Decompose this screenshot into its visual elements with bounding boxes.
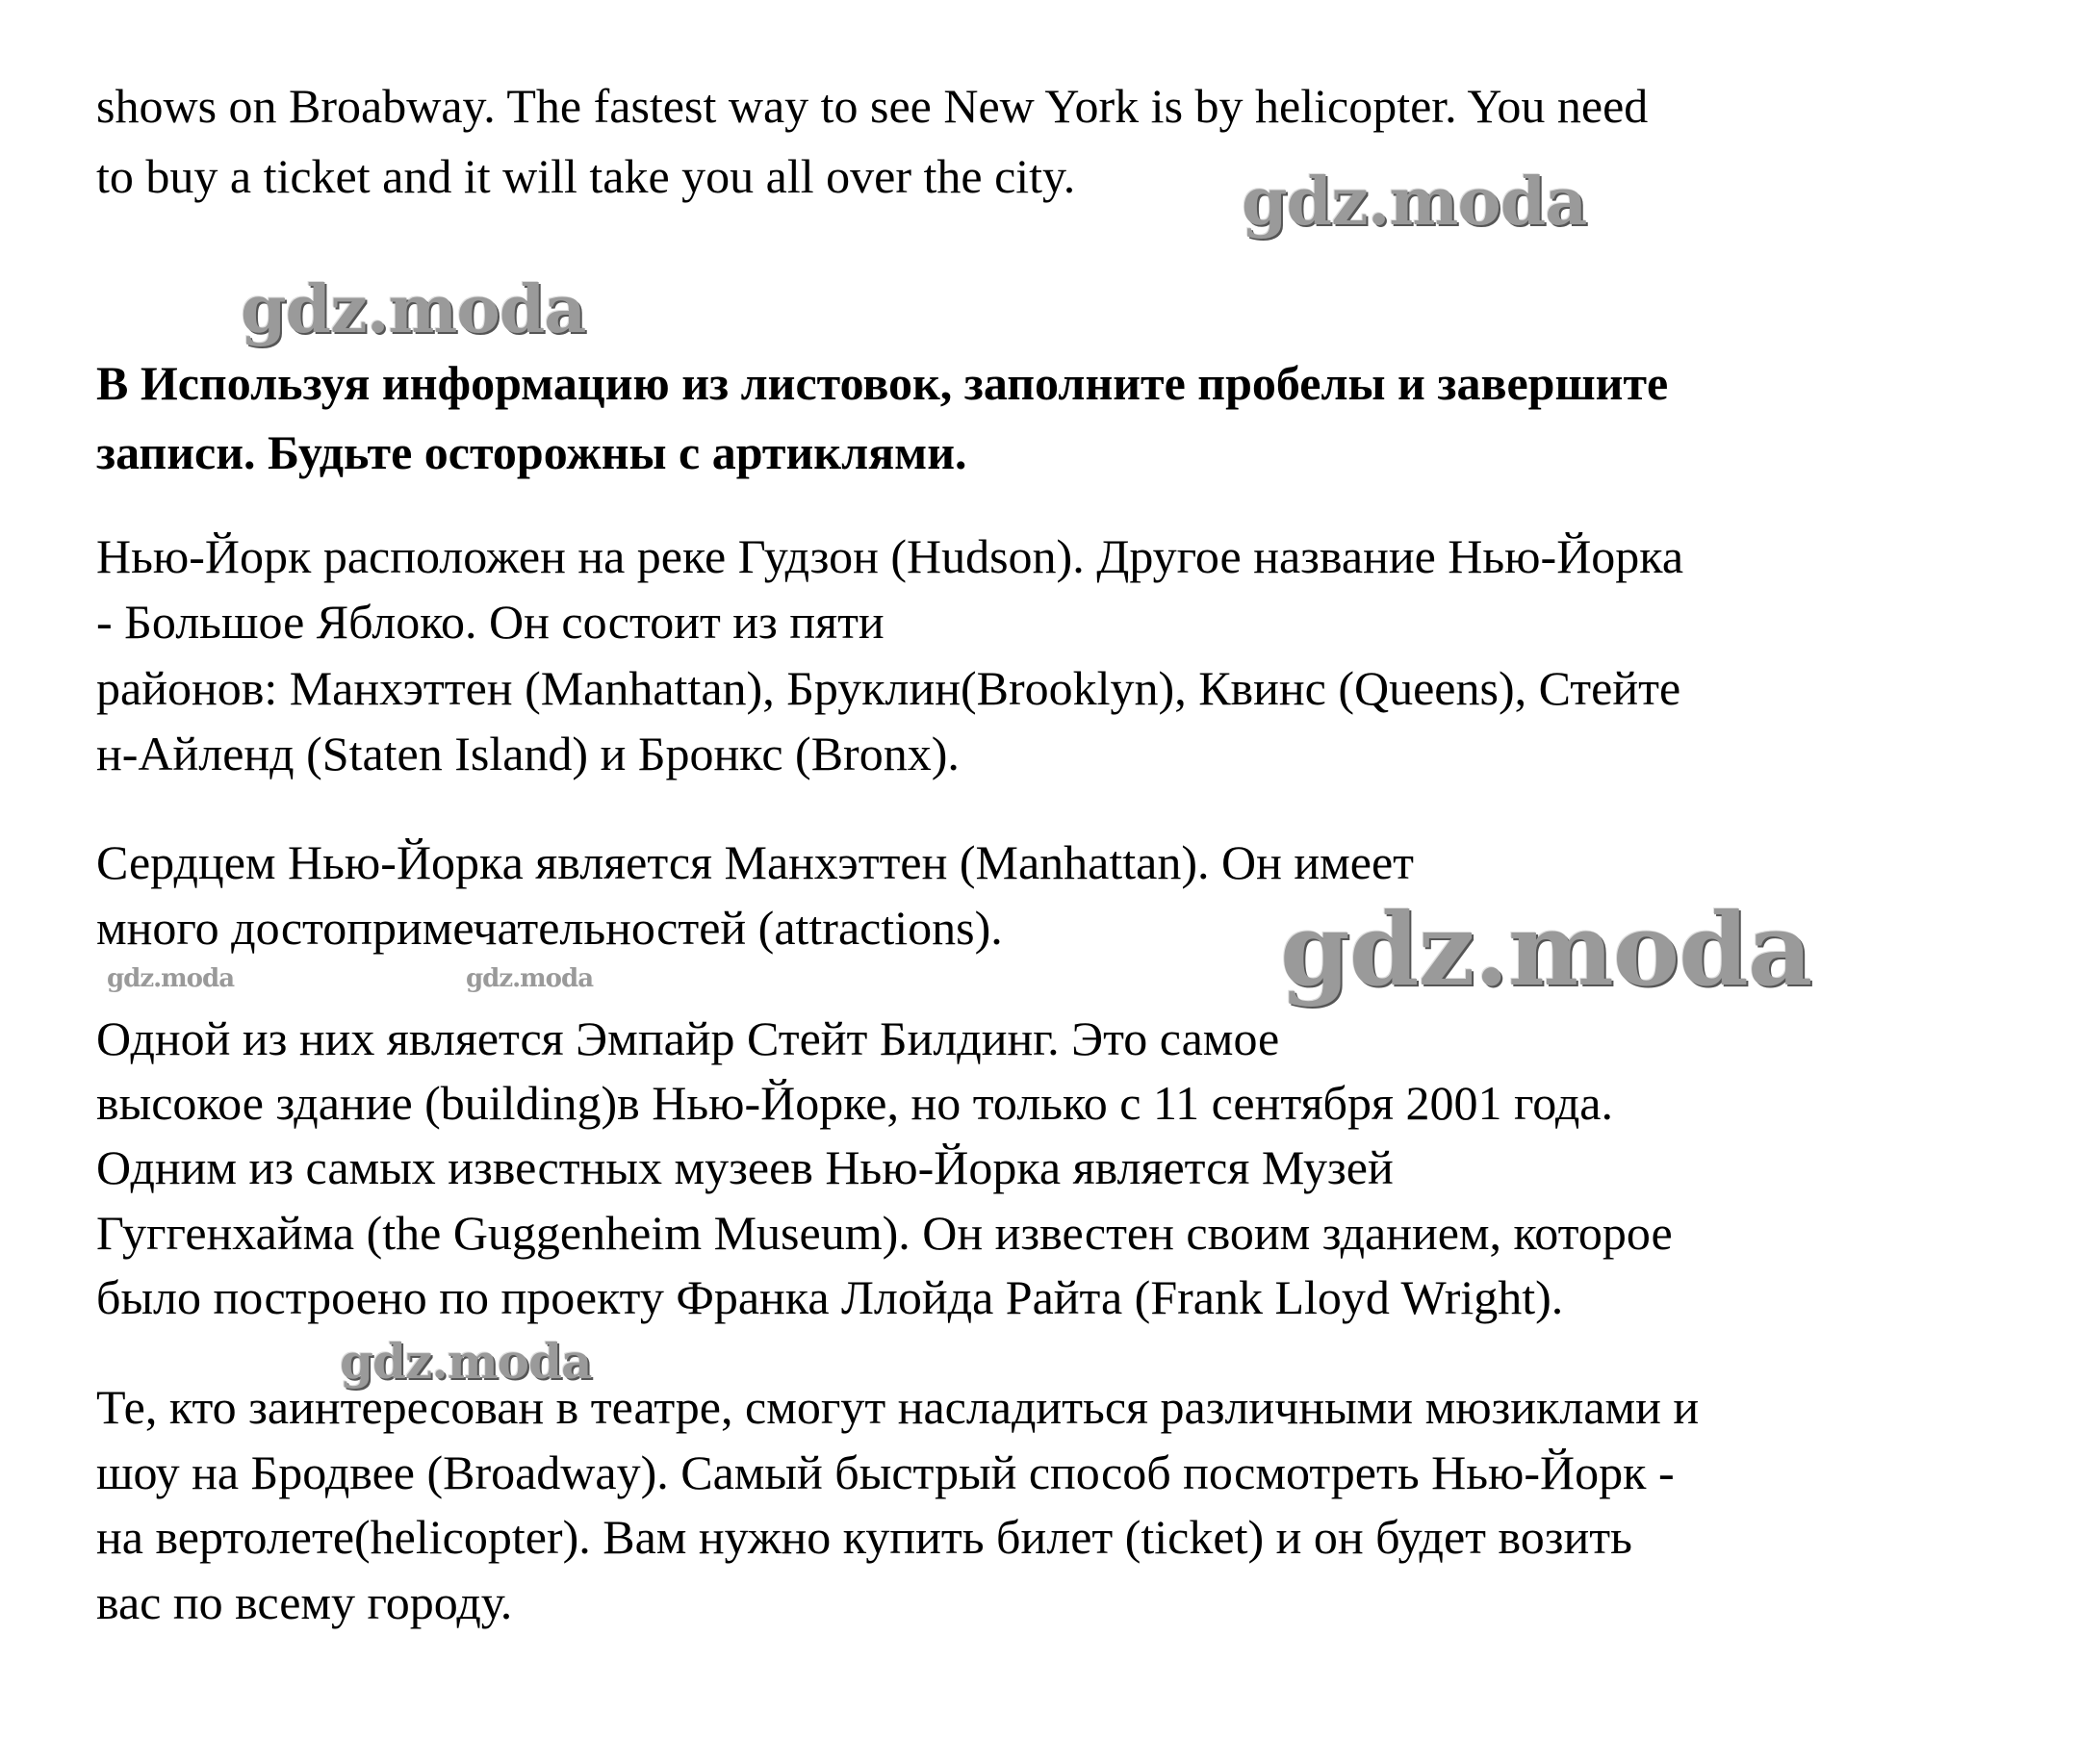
paragraph-line: было построено по проекту Франка Ллойда Райта (Frank Lloyd Wright). [96, 1270, 1564, 1324]
paragraph-line: н-Айленд (Staten Island) и Бронкс (Bronx). [96, 727, 960, 780]
english-line: to buy a ticket and it will take you all over the city. [96, 149, 1076, 203]
paragraph-line: Одной из них является Эмпайр Стейт Билдинг. Это самое [96, 1011, 1280, 1065]
watermark: gdz.moda [241, 271, 586, 348]
paragraph-line: Нью-Йорк расположен на реке Гудзон (Hudson). Другое название Нью-Йорка [96, 529, 1684, 583]
watermark: gdz.moda [107, 964, 235, 993]
task-heading: B Используя информацию из листовок, заполните пробелы и завершите [96, 356, 1669, 410]
paragraph-line: Сердцем Нью-Йорка является Манхэттен (Manhattan). Он имеет [96, 835, 1414, 889]
paragraph-line: - Большое Яблоко. Он состоит из пяти [96, 595, 885, 649]
paragraph-line: шоу на Бродвее (Broadway). Самый быстрый способ посмотреть Нью-Йорк - [96, 1445, 1675, 1499]
paragraph-line: Те, кто заинтересован в театре, смогут насладиться различными мюзиклами и [96, 1380, 1700, 1434]
paragraph-line: много достопримечательностей (attractions). [96, 901, 1003, 955]
watermark: gdz.moda [340, 1333, 592, 1390]
paragraph-line: районов: Манхэттен (Manhattan), Бруклин(Brooklyn), Квинс (Queens), Стейте [96, 661, 1681, 715]
paragraph-line: Одним из самых известных музеев Нью-Йорка является Музей [96, 1140, 1394, 1194]
paragraph-line: высокое здание (building)в Нью-Йорке, но только с 11 сентября 2001 года. [96, 1076, 1613, 1130]
task-heading: записи. Будьте осторожны с артиклями. [96, 425, 967, 479]
watermark: gdz.moda [466, 964, 594, 993]
paragraph-line: Гуггенхайма (the Guggenheim Museum). Он известен своим зданием, которое [96, 1206, 1673, 1260]
english-line: shows on Broabway. The fastest way to see New York is by helicopter. You need [96, 79, 1649, 133]
paragraph-line: на вертолете(helicopter). Вам нужно купить билет (ticket) и он будет возить [96, 1510, 1632, 1564]
watermark: gdz.moda [1280, 890, 1812, 1009]
watermark: gdz.moda [1242, 164, 1587, 241]
paragraph-line: вас по всему городу. [96, 1575, 513, 1629]
